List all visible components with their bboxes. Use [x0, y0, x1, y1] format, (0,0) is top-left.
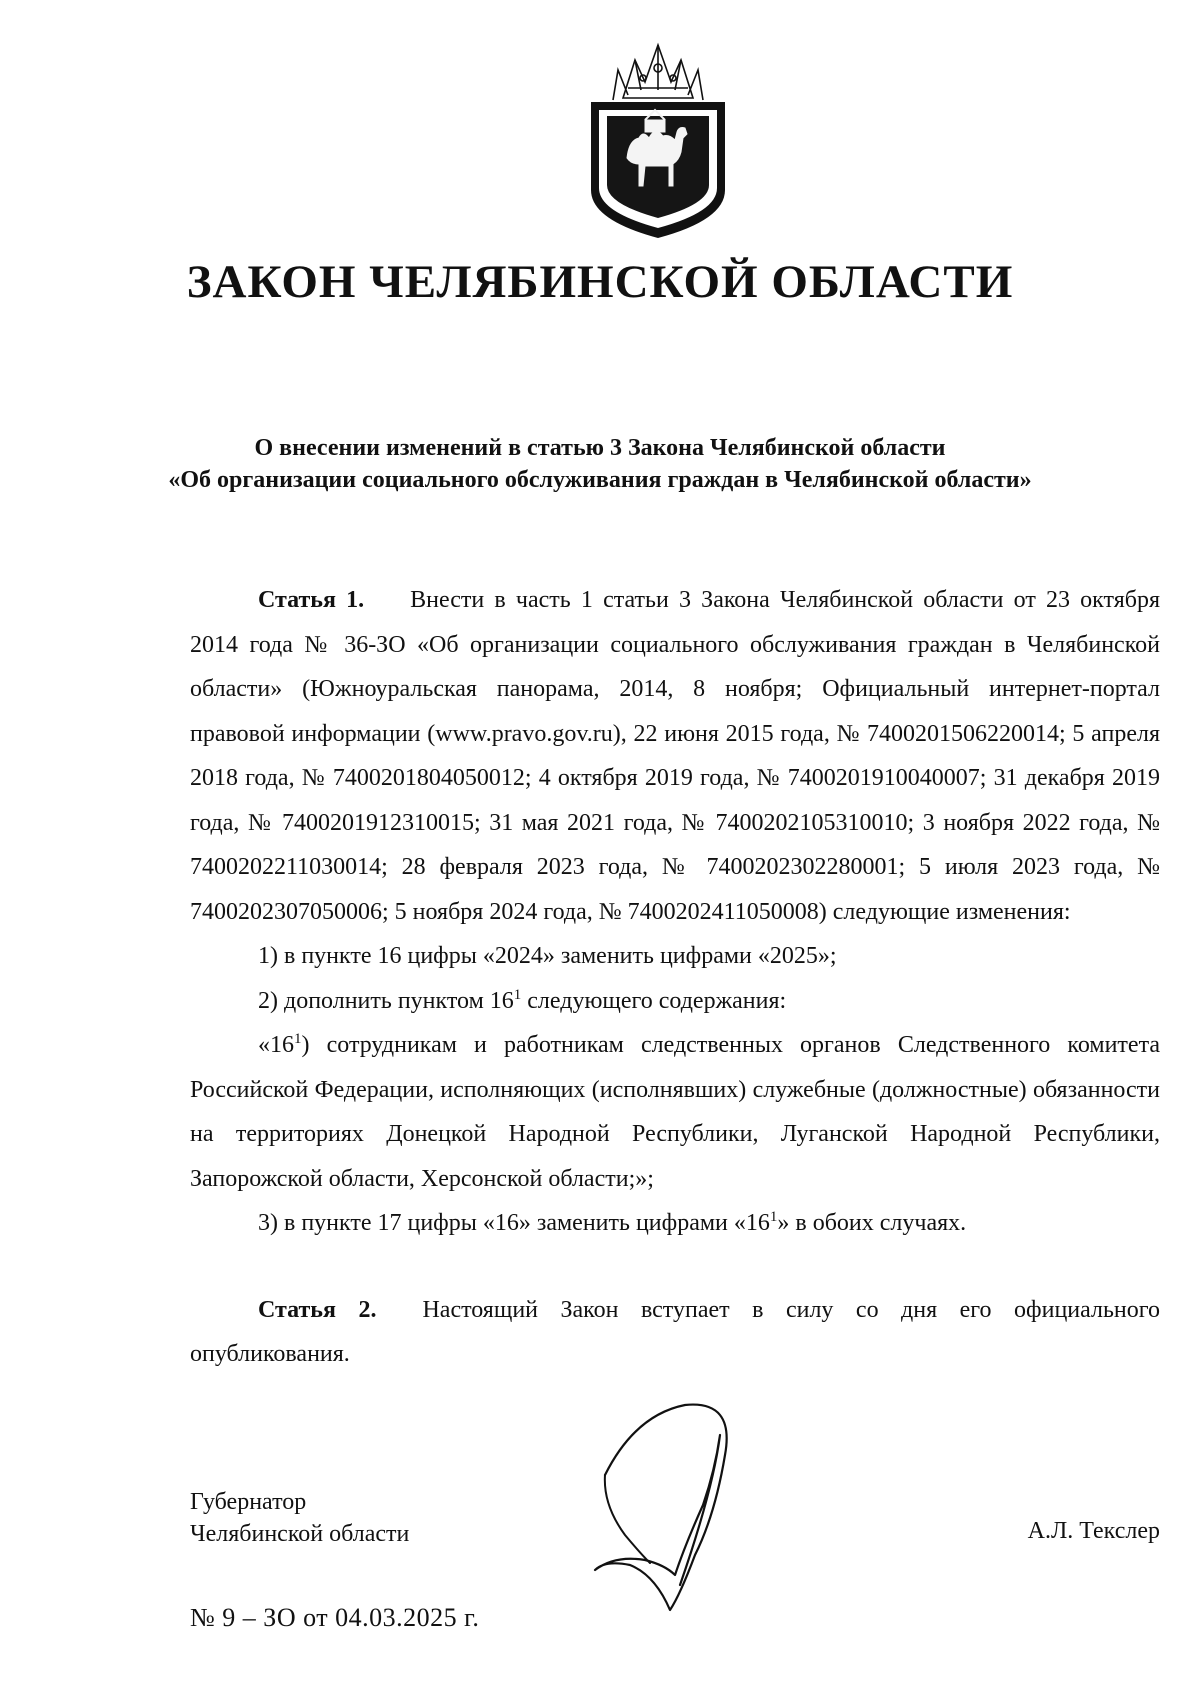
article-2-label: Статья 2. — [258, 1296, 377, 1323]
item-3-text-end: » в обоих случаях. — [777, 1210, 967, 1236]
governor-line-1: Губернатор — [190, 1489, 307, 1515]
signature-icon — [575, 1395, 775, 1620]
article-1-label: Статья 1. — [258, 587, 365, 613]
article-1-item-1: 1) в пункте 16 цифры «2024» заменить цифрами «2025»; — [258, 943, 837, 969]
article-1-quoted-clause — [190, 1023, 1160, 1201]
article-1-item-2 — [190, 979, 1160, 1024]
coat-of-arms-icon — [583, 40, 733, 240]
quote-text-start: «16 — [258, 1032, 294, 1058]
document-body — [190, 578, 1160, 1377]
article-2-text: Настоящий Закон вступает в силу со дня его официального опубликования. — [190, 1296, 1161, 1367]
law-number: № 9 – ЗО от 04.03.2025 г. — [190, 1603, 480, 1632]
governor-name: А.Л. Текслер — [1027, 1518, 1160, 1544]
item-2-superscript: 1 — [513, 986, 522, 1003]
item-3-superscript: 1 — [769, 1209, 778, 1225]
article-2-paragraph — [190, 1288, 1160, 1377]
item-3-text-start: 3) в пункте 17 цифры «16» заменить цифрами «16 — [258, 1210, 770, 1236]
quote-text-end: ) сотрудникам и работникам следственных органов Следственного комитета Российской Федерации, исполняющих (исполнявших) служебные (должностные) обязанности на территориях Донецкой Народной Республики, Луганской Народной Республики, Запорожской области, Херсонской области;»; — [190, 1032, 1160, 1192]
subtitle-line-1: О внесении изменений в статью 3 Закона Челябинской области — [254, 435, 946, 461]
article-1-item-3 — [190, 1201, 1160, 1246]
subtitle-line-2: «Об организации социального обслуживания граждан в Челябинской области» — [168, 467, 1032, 493]
quote-superscript: 1 — [294, 1031, 302, 1047]
item-2-text-end: следующего содержания: — [521, 987, 787, 1014]
governor-title — [190, 1486, 409, 1550]
governor-line-2: Челябинской области — [190, 1521, 410, 1547]
article-1-paragraph — [190, 578, 1160, 934]
document-subtitle — [120, 432, 1080, 496]
item-2-text-start: 2) дополнить пунктом 16 — [258, 987, 514, 1014]
article-1-text: Внести в часть 1 статьи 3 Закона Челябинской области от 23 октября 2014 года № 36-ЗО «Об организации социального обслуживания граждан в Челябинской области» (Южноуральская панорама, 2014, 8 ноября; Официальный интернет-портал правовой информации (www.pravo.gov.ru), 22 июня 2015 года, № 7400201506220014; 5 апреля 2018 года, № 7400201804050012; 4 октября 2019 года, № 7400201910040007; 31 декабря 2019 года, № 7400201912310015; 31 мая 2021 года, № 7400202105310010; 3 ноября 2022 года, № 7400202211030014; 28 февраля 2023 года, № 7400202302280001; 5 июля 2023 года, № 7400202307050006; 5 ноября 2024 года, № 7400202411050008) следующие изменения: — [190, 587, 1160, 925]
document-title: ЗАКОН ЧЕЛЯБИНСКОЙ ОБЛАСТИ — [186, 256, 1014, 308]
